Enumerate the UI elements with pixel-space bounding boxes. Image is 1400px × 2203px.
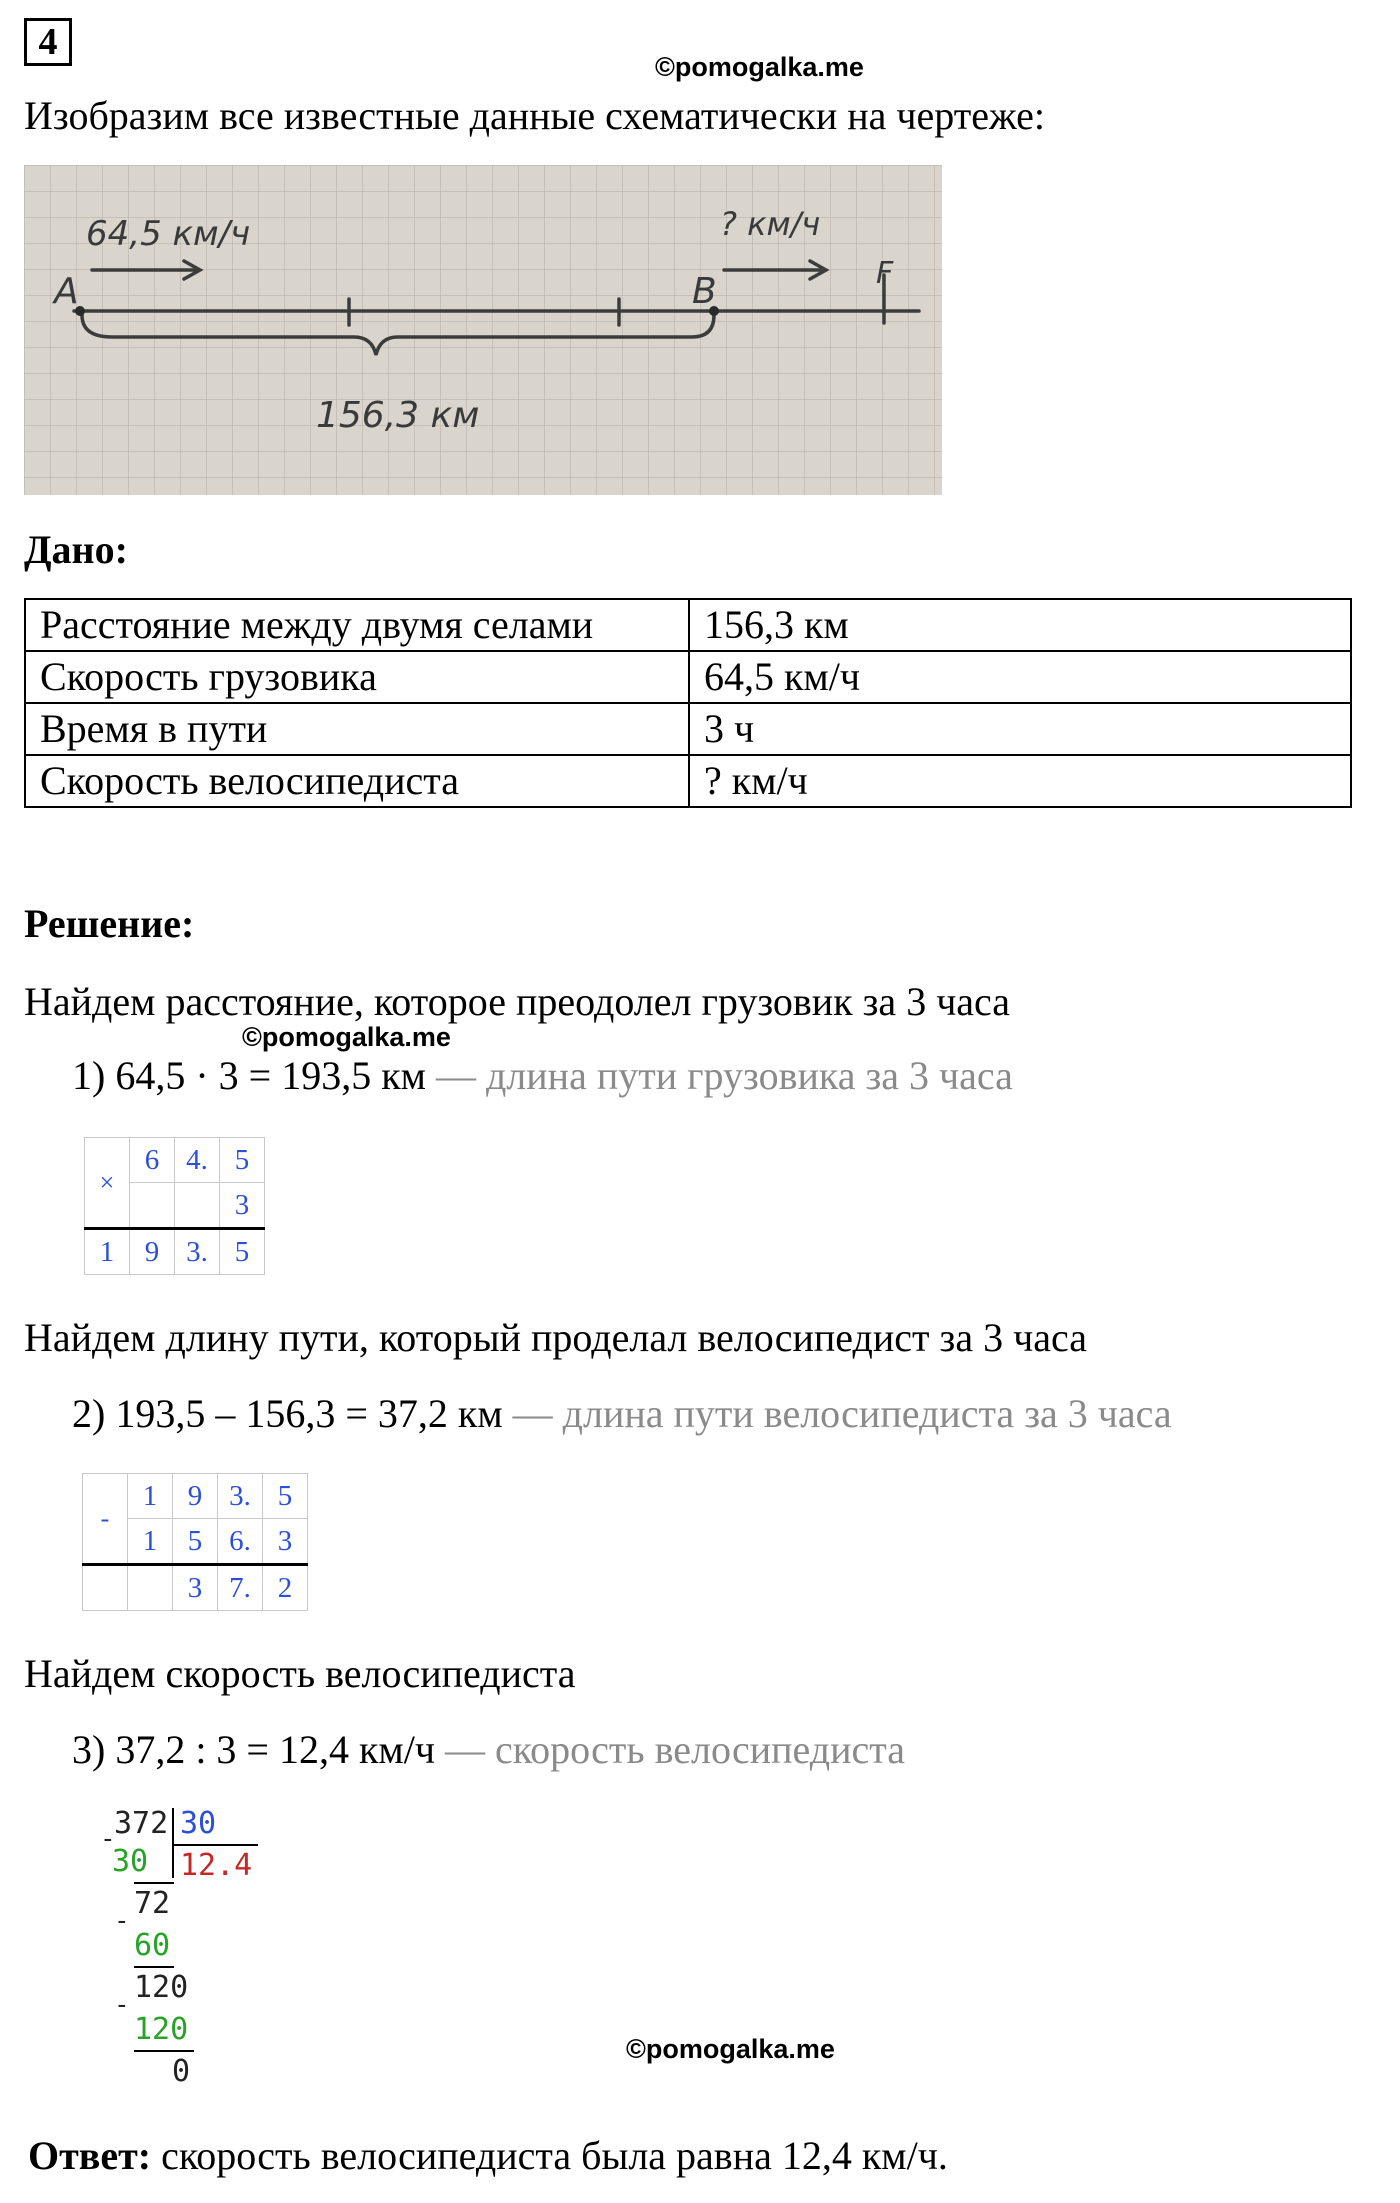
digit: 2 (263, 1565, 308, 1611)
answer-text: скорость велосипедиста была равна 12,4 км/ч. (161, 2133, 948, 2178)
digit: 9 (130, 1229, 175, 1275)
minus-sign: - (114, 1990, 130, 2020)
distance-label: 156,3 км (316, 395, 480, 436)
digit: 5 (220, 1229, 265, 1275)
step3-note: — скорость велосипедиста (444, 1727, 905, 1772)
division-rule (134, 1882, 174, 1884)
step2-expression: 2) 193,5 – 156,3 = 37,2 км (72, 1391, 503, 1436)
digit: 5 (263, 1474, 308, 1519)
watermark-middle: ©pomogalka.me (242, 1022, 451, 1052)
minus-sign: - (114, 1906, 130, 1936)
digit: 1 (85, 1229, 130, 1275)
speed-b-label: ? км/ч (720, 205, 821, 243)
flag-label: F (876, 256, 894, 291)
intro-text: Изобразим все известные данные схематически на чертеже: (24, 93, 1045, 138)
step1-line (72, 1052, 1013, 1099)
watermark-bottom: ©pomogalka.me (626, 2034, 835, 2064)
step2-note: — длина пути велосипедиста за 3 часа (512, 1391, 1172, 1436)
point-b-label: B (692, 271, 717, 312)
speed-a-label: 64,5 км/ч (86, 214, 251, 254)
table-row (25, 651, 1351, 703)
step1-expression: 1) 64,5 · 3 = 193,5 км (72, 1053, 426, 1098)
sketch-drawing (24, 165, 942, 495)
given-label: Расстояние между двумя селами (25, 599, 689, 651)
division-rule (134, 2050, 194, 2052)
problem-number: 4 (24, 18, 72, 66)
digit: 9 (173, 1474, 218, 1519)
quotient-rule (172, 1844, 258, 1846)
given-value: 3 ч (689, 703, 1351, 755)
solution-title: Решение: (24, 901, 195, 946)
table-row (85, 1138, 265, 1183)
subtraction-grid (82, 1473, 308, 1611)
step1-note: — длина пути грузовика за 3 часа (435, 1053, 1013, 1098)
digit: 3. (218, 1474, 263, 1519)
step2-intro: Найдем длину пути, который проделал велосипедист за 3 часа (24, 1315, 1087, 1360)
given-label: Скорость велосипедиста (25, 755, 689, 807)
table-row (83, 1565, 308, 1611)
given-label: Скорость грузовика (25, 651, 689, 703)
digit (128, 1565, 173, 1611)
divisor: 30 (180, 1806, 217, 1841)
dividend: 372 (114, 1806, 169, 1841)
digit: 3 (220, 1183, 265, 1229)
table-row (25, 755, 1351, 807)
table-row (25, 703, 1351, 755)
digit: 7. (218, 1565, 263, 1611)
remainder-1: 72 (134, 1886, 171, 1921)
multiplication-grid (84, 1137, 265, 1275)
digit: 6 (130, 1138, 175, 1183)
step3-line (72, 1726, 905, 1773)
table-row (85, 1229, 265, 1275)
long-division (100, 1806, 280, 2106)
digit: 5 (220, 1138, 265, 1183)
given-value: 64,5 км/ч (689, 651, 1351, 703)
given-value: ? км/ч (689, 755, 1351, 807)
digit: 5 (173, 1519, 218, 1565)
minus-sign: - (100, 1824, 116, 1854)
table-row (25, 599, 1351, 651)
remainder-2: 120 (134, 1970, 189, 2005)
step3-intro: Найдем скорость велосипедиста (24, 1651, 576, 1696)
table-row (83, 1474, 308, 1519)
digit: 3 (263, 1519, 308, 1565)
digit: 1 (128, 1474, 173, 1519)
watermark-top: ©pomogalka.me (655, 52, 864, 82)
answer-line (28, 2132, 948, 2179)
subtrahend-3: 120 (134, 2012, 189, 2047)
digit: 3 (173, 1565, 218, 1611)
given-table (24, 598, 1352, 808)
given-title: Дано: (24, 527, 128, 572)
quotient: 12.4 (180, 1848, 253, 1883)
division-bar (172, 1808, 174, 1878)
given-value: 156,3 км (689, 599, 1351, 651)
step3-expression: 3) 37,2 : 3 = 12,4 км/ч (72, 1727, 435, 1772)
digit: 4. (175, 1138, 220, 1183)
digit: 6. (218, 1519, 263, 1565)
digit: 1 (128, 1519, 173, 1565)
digit (130, 1183, 175, 1229)
digit (175, 1183, 220, 1229)
digit (83, 1565, 128, 1611)
point-a-label: A (54, 271, 79, 312)
digit: 3. (175, 1229, 220, 1275)
step1-intro: Найдем расстояние, которое преодолел грузовик за 3 часа (24, 979, 1011, 1024)
step2-line (72, 1390, 1172, 1437)
operator-sign: × (85, 1138, 130, 1229)
answer-label: Ответ: (28, 2133, 152, 2178)
given-label: Время в пути (25, 703, 689, 755)
division-rule (134, 1966, 174, 1968)
operator-sign: - (83, 1474, 128, 1565)
subtrahend-1: 30 (112, 1844, 149, 1879)
subtrahend-2: 60 (134, 1928, 171, 1963)
remainder-final: 0 (172, 2054, 191, 2089)
